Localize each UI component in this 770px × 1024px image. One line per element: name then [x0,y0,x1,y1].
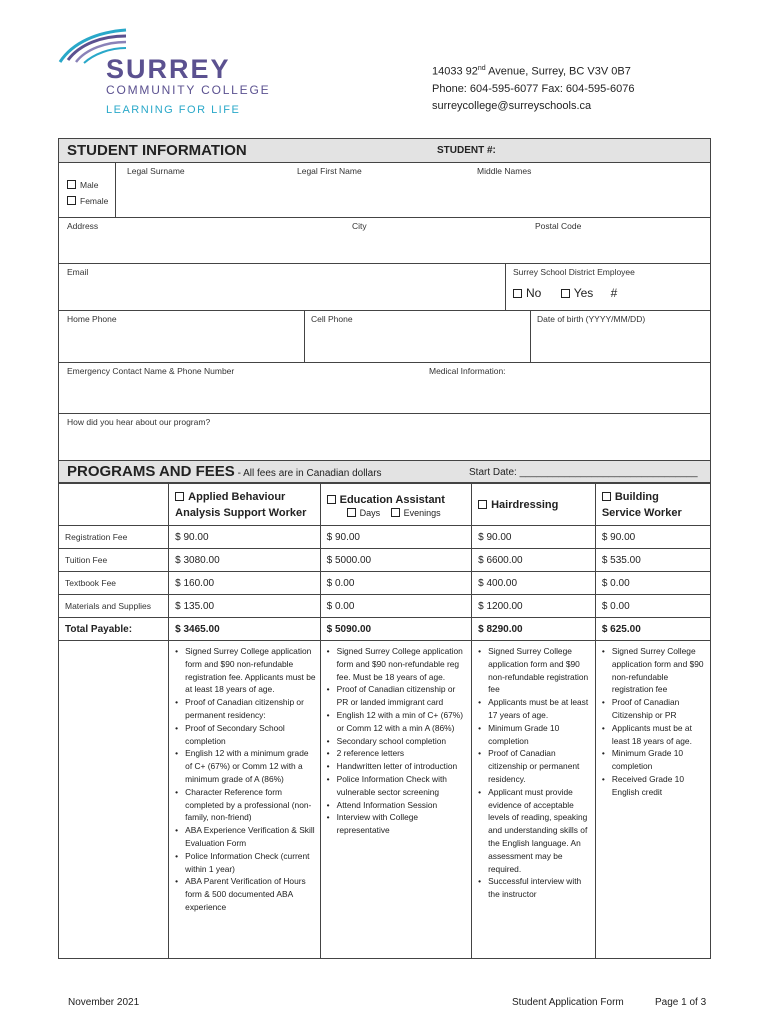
requirement-item: • Proof of Canadian citizenship or permanent residency: [173,696,315,722]
dob-label: Date of birth (YYYY/MM/DD) [537,314,646,324]
student-info-header [59,139,710,163]
evenings-checkbox[interactable] [391,508,400,517]
fee-value: $ 0.00 [320,572,472,595]
college-address: 14033 92nd Avenue, Surrey, BC V3V 0B7 [432,65,631,78]
start-date-field[interactable]: Start Date: ________________________________ [469,467,698,478]
requirement-item: • 2 reference letters [325,747,468,760]
days-option[interactable]: Days [347,508,381,518]
home-phone-label: Home Phone [67,314,117,324]
middle-names-label: Middle Names [477,166,532,176]
programs-title: PROGRAMS AND FEES - All fees are in Canadian dollars [67,463,382,480]
requirement-item: • Secondary school completion [325,735,468,748]
college-phone: Phone: 604-595-6077 Fax: 604-595-6076 [432,82,635,95]
college-logo-name: SURREY [106,54,231,84]
fee-row-label: Tuition Fee [59,549,169,572]
requirements-building-service [595,641,710,958]
legal-surname-label: Legal Surname [127,166,185,176]
requirement-item: • Minimum Grade 10 completion [476,722,591,748]
requirement-item: • Received Grade 10 English credit [600,773,706,799]
fee-row-label: Textbook Fee [59,572,169,595]
total-label: Total Payable: [59,618,169,641]
male-checkbox[interactable] [67,180,76,189]
college-logo-subtitle: COMMUNITY COLLEGE [106,83,271,97]
requirement-item: • Signed Surrey College application form and $90 non-refundable registration fee [600,645,706,696]
emergency-row[interactable] [59,363,710,414]
college-logo-tagline: LEARNING FOR LIFE [106,104,241,116]
requirement-item: • Proof of Canadian citizenship or PR or landed immigrant card [325,683,468,709]
hairdressing-checkbox[interactable] [478,500,487,509]
employee-number-label: # [610,286,618,300]
total-value: $ 625.00 [595,618,710,641]
footer-date: November 2021 [68,997,140,1008]
fee-value: $ 0.00 [320,595,472,618]
fee-value: $ 0.00 [595,595,710,618]
requirement-item: • Applicants must be at least 17 years of age. [476,696,591,722]
application-form [58,138,711,959]
fee-row-registration [59,526,710,549]
fee-row-materials [59,595,710,618]
fee-value: $ 1200.00 [472,595,596,618]
female-checkbox-option[interactable]: Female [67,196,108,206]
program-education-assistant[interactable]: Education Assistant Days Evenings [320,484,472,526]
requirements-row [59,641,710,958]
fees-table [59,483,710,958]
email-row[interactable] [59,264,710,311]
address-row[interactable] [59,218,710,264]
requirement-item: • Applicants must be at least 18 years of age. [600,722,706,748]
address-label: Address [67,221,99,231]
requirement-item: • Applicant must provide evidence of acceptable levels of reading, speaking and understanding skills of the English language. An assessment may be required. [476,786,591,876]
program-building-service[interactable]: Building Service Worker [595,484,710,526]
education-assistant-checkbox[interactable] [327,495,336,504]
student-number-label: STUDENT #: [437,145,496,156]
footer-page-number: Page 1 of 3 [655,997,707,1008]
requirement-item: • Character Reference form completed by a professional (non-family, non-friend) [173,786,315,824]
requirement-item: • Interview with College representative [325,811,468,837]
evenings-option[interactable]: Evenings [391,508,441,518]
fee-value: $ 5000.00 [320,549,472,572]
requirement-item: • Minimum Grade 10 completion [600,747,706,773]
fee-value: $ 90.00 [320,526,472,549]
male-checkbox-option[interactable]: Male [67,180,98,190]
college-contact-info [432,60,634,115]
fee-value: $ 400.00 [472,572,596,595]
requirement-item: • Police Information Check (current within 1 year) [173,850,315,876]
total-value: $ 3465.00 [169,618,320,641]
medical-info-label: Medical Information: [429,366,506,376]
college-email[interactable]: surreycollege@surreyschools.ca [432,99,592,112]
requirements-hairdressing [472,641,596,958]
requirement-item: • Handwritten letter of introduction [325,760,468,773]
requirements-education-assistant [320,641,472,958]
requirements-aba [169,641,320,958]
postal-code-label: Postal Code [535,221,582,231]
fee-value: $ 0.00 [595,572,710,595]
fee-value: $ 535.00 [595,549,710,572]
fee-value: $ 6600.00 [472,549,596,572]
name-row[interactable] [59,163,710,218]
fee-row-label: Registration Fee [59,526,169,549]
days-checkbox[interactable] [347,508,356,517]
fee-row-total [59,618,710,641]
total-value: $ 5090.00 [320,618,472,641]
female-checkbox[interactable] [67,196,76,205]
fee-value: $ 135.00 [169,595,320,618]
fee-value: $ 3080.00 [169,549,320,572]
requirement-item: • Signed Surrey College application form and $90 non-refundable reg fee. Must be 18 years of age. [325,645,468,683]
footer-form-name: Student Application Form [512,997,624,1008]
requirement-item: • English 12 with a minimum grade of C+ (67%) or Comm 12 with a minimum grade of A (86%) [173,747,315,785]
aba-checkbox[interactable] [175,492,184,501]
requirement-item: • Proof of Canadian citizenship or permanent residency. [476,747,591,785]
fee-value: $ 160.00 [169,572,320,595]
district-employee-options [513,286,617,300]
requirement-item: • Police Information Check with vulnerable sector screening [325,773,468,799]
student-info-title: STUDENT INFORMATION [67,142,247,159]
requirement-item: • Signed Surrey College application form and $90 non-refundable registration fee [476,645,591,696]
email-label: Email [67,267,89,277]
city-label: City [352,221,367,231]
fee-row-tuition [59,549,710,572]
requirement-item: • Attend Information Session [325,799,468,812]
legal-first-name-label: Legal First Name [297,166,362,176]
fee-value: $ 90.00 [169,526,320,549]
fee-row-textbook [59,572,710,595]
hear-about-label: How did you hear about our program? [67,417,211,427]
fee-row-label: Materials and Supplies [59,595,169,618]
fee-value: $ 90.00 [472,526,596,549]
district-employee-yes[interactable]: Yes [561,286,594,300]
programs-header [59,461,710,483]
phone-row[interactable] [59,311,710,363]
program-hairdressing[interactable]: Hairdressing [472,484,596,526]
building-service-checkbox[interactable] [602,492,611,501]
yes-checkbox[interactable] [561,289,570,298]
requirement-item: • English 12 with a min of C+ (67%) or Comm 12 with a min A (86%) [325,709,468,735]
fee-value: $ 90.00 [595,526,710,549]
district-employee-label: Surrey School District Employee [513,267,635,277]
requirement-item: • Successful interview with the instructor [476,875,591,901]
hear-about-row[interactable] [59,414,710,461]
requirement-item: • ABA Experience Verification & Skill Evaluation Form [173,824,315,850]
requirement-item: • Proof of Secondary School completion [173,722,315,748]
requirement-item: • Proof of Canadian Citizenship or PR [600,696,706,722]
emergency-contact-label: Emergency Contact Name & Phone Number [67,366,235,376]
no-checkbox[interactable] [513,289,522,298]
total-value: $ 8290.00 [472,618,596,641]
program-header-row [59,484,710,526]
district-employee-no[interactable]: No [513,286,541,300]
requirement-item: • Signed Surrey College application form and $90 non-refundable registration fee. Applicants must be at least 18 years of age. [173,645,315,696]
program-aba[interactable]: Applied Behaviour Analysis Support Worker [169,484,320,526]
requirement-item: • ABA Parent Verification of Hours form & 500 documented ABA experience [173,875,315,913]
cell-phone-label: Cell Phone [311,314,353,324]
